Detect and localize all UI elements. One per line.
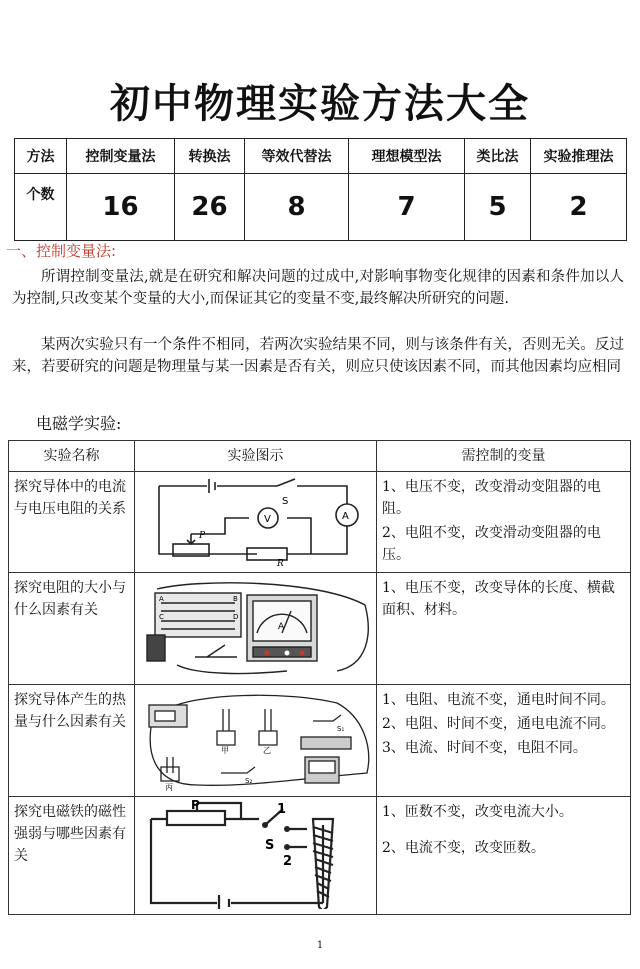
rule-paragraph: 某两次实验只有一个条件不相同，若两次实验结果不同，则与该条件有关，否则无关。反过来，若要研究的问题是物理量与某一因素是否有关，则应只使该因素不同，而其他因素均应相同 xyxy=(12,337,624,375)
methods-summary-table xyxy=(14,138,627,241)
method-name: 理想模型法 xyxy=(349,139,465,174)
label-jia: 甲 xyxy=(221,746,229,755)
subsection-heading: 电磁学实验: xyxy=(36,414,122,433)
label-s1: S₁ xyxy=(337,725,345,733)
section-heading: 一、控制变量法: xyxy=(6,242,117,260)
variable-item: 2、电阻不变，改变滑动变阻器的电压。 xyxy=(382,525,601,563)
variable-item: 3、电流、时间不变，电阻不同。 xyxy=(382,740,587,756)
method-count: 5 xyxy=(465,174,531,241)
count-label: 个数 xyxy=(15,174,67,241)
table-row xyxy=(9,797,631,915)
label-s: S xyxy=(282,496,289,507)
table-row xyxy=(9,573,631,685)
variable-item: 2、电阻、时间不变，通电电流不同。 xyxy=(382,716,615,732)
method-count: 8 xyxy=(245,174,349,241)
column-header: 需控制的变量 xyxy=(377,441,631,472)
control-variables xyxy=(377,797,631,915)
label-r: R xyxy=(277,559,284,566)
resistance-apparatus-diagram xyxy=(135,573,377,685)
label-v: V xyxy=(264,514,271,525)
label-c: C xyxy=(159,613,164,621)
label-d: D xyxy=(233,613,239,621)
variable-item: 1、电阻、电流不变，通电时间不同。 xyxy=(382,692,615,708)
page-number: 1 xyxy=(316,940,324,951)
table-row xyxy=(9,472,631,573)
circuit-diagram xyxy=(135,472,377,573)
variable-item: 1、电压不变，改变滑动变阻器的电阻。 xyxy=(382,479,601,517)
label-a: A xyxy=(159,595,164,603)
label-s2: S₂ xyxy=(245,777,253,785)
table-row xyxy=(9,685,631,797)
method-header-label: 方法 xyxy=(15,139,67,174)
label-p: P xyxy=(191,799,200,812)
method-name: 实验推理法 xyxy=(531,139,627,174)
method-name: 控制变量法 xyxy=(67,139,175,174)
label-p: P xyxy=(199,531,206,541)
label-s: S xyxy=(265,838,275,853)
label-2: 2 xyxy=(283,854,293,869)
experiment-name: 探究导体中的电流与电压电阻的关系 xyxy=(9,472,135,573)
variable-item: 1、电压不变，改变导体的长度、横截面积、材料。 xyxy=(382,580,615,618)
label-yi: 乙 xyxy=(263,746,271,755)
method-name: 等效代替法 xyxy=(245,139,349,174)
variable-item: 1、匝数不变，改变电流大小。 xyxy=(382,804,573,820)
label-a: A xyxy=(342,511,349,522)
method-name: 转换法 xyxy=(175,139,245,174)
control-variables xyxy=(377,685,631,797)
method-count: 26 xyxy=(175,174,245,241)
page-title: 初中物理实验方法大全 xyxy=(110,81,530,127)
label-bing: 丙 xyxy=(165,783,173,791)
method-count: 7 xyxy=(349,174,465,241)
experiment-name: 探究导体产生的热量与什么因素有关 xyxy=(9,685,135,797)
method-name: 类比法 xyxy=(465,139,531,174)
electromagnet-diagram xyxy=(135,797,377,915)
intro-paragraph: 所谓控制变量法,就是在研究和解决问题的过成中,对影响事物变化规律的因素和条件加以人为控制,只改变某个变量的大小,而保证其它的变量不变,最终解决所研究的问题. xyxy=(12,269,624,307)
experiments-table xyxy=(8,440,631,915)
control-variables xyxy=(377,472,631,573)
control-variables xyxy=(377,573,631,685)
column-header: 实验图示 xyxy=(135,441,377,472)
heating-apparatus-diagram xyxy=(135,685,377,797)
experiment-name: 探究电阻的大小与什么因素有关 xyxy=(9,573,135,685)
variable-item: 2、电流不变，改变匝数。 xyxy=(382,840,545,856)
experiment-name: 探究电磁铁的磁性强弱与哪些因素有关 xyxy=(9,797,135,915)
method-count: 16 xyxy=(67,174,175,241)
method-count: 2 xyxy=(531,174,627,241)
label-1: 1 xyxy=(277,802,287,817)
label-meter: A xyxy=(278,622,285,632)
column-header: 实验名称 xyxy=(9,441,135,472)
label-b: B xyxy=(233,595,238,603)
